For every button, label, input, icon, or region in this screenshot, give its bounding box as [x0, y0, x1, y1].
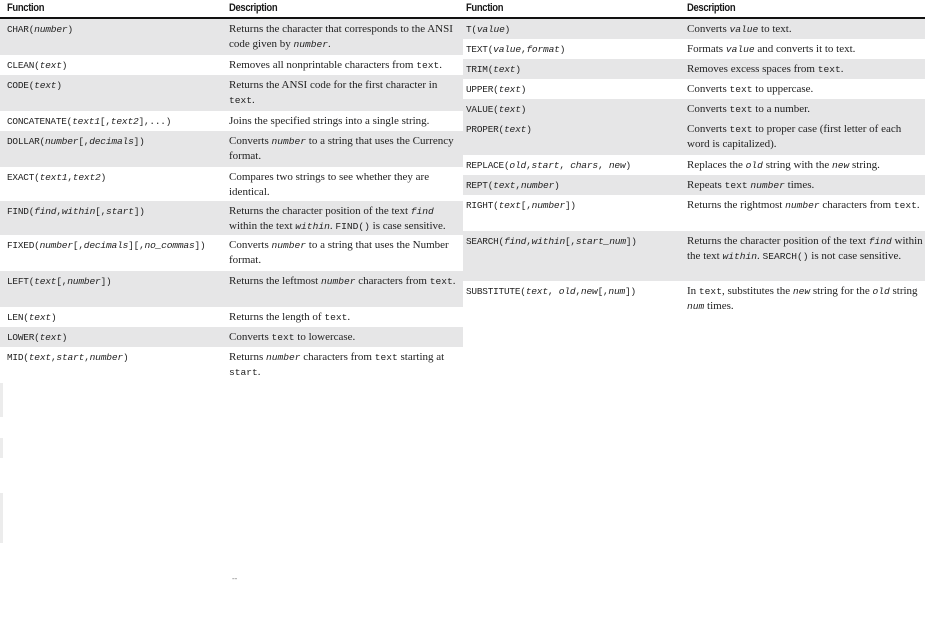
table-row [0, 271, 463, 307]
table-row [0, 75, 463, 111]
function-signature: CLEAN(text) [7, 60, 68, 71]
function-signature: SEARCH(find,within[,start_num]) [466, 236, 637, 247]
argument-text: old [745, 160, 763, 171]
table-row [463, 155, 925, 175]
function-signature: PROPER(text) [466, 124, 532, 135]
function-signature: DOLLAR(number[,decimals]) [7, 136, 145, 147]
function-signature: FIND(find,within[,start]) [7, 206, 145, 217]
argument-text: text [493, 180, 516, 191]
argument-text: find [410, 206, 434, 217]
function-signature: RIGHT(text[,number]) [466, 200, 576, 211]
header-function: Function [466, 2, 504, 14]
table-row [463, 19, 925, 39]
header-description: Description [687, 2, 736, 14]
argument-text: text [271, 332, 295, 343]
argument-text: text2 [110, 116, 139, 127]
argument-text: number [271, 240, 307, 251]
function-description: Converts text to lowercase. [229, 331, 356, 343]
footer-mark: -- [232, 574, 238, 583]
argument-text: number [320, 276, 356, 287]
argument-text: number [44, 136, 79, 147]
argument-text: start [531, 160, 560, 171]
function-signature: CODE(text) [7, 80, 62, 91]
argument-text: text [429, 276, 453, 287]
table-row [463, 195, 925, 231]
argument-text: within [531, 236, 565, 247]
function-description: Converts text to a number. [687, 103, 810, 115]
function-signature: LEN(text) [7, 312, 57, 323]
scan-artifact [0, 383, 3, 417]
argument-text: number [785, 200, 820, 211]
function-description: Formats value and converts it to text. [687, 43, 856, 55]
argument-text: text [525, 286, 548, 297]
table-header [0, 0, 463, 19]
argument-text: text [229, 95, 253, 106]
function-description: Returns the character position of the text find within the text within. FIND() is case sensitive. [229, 205, 446, 232]
argument-text: value [493, 44, 521, 55]
argument-text: FIND() [335, 221, 370, 232]
header-function: Function [7, 2, 45, 14]
argument-text: text [28, 312, 51, 323]
argument-text: text [416, 60, 440, 71]
function-description: Returns the ANSI code for the first character in text. [229, 79, 438, 106]
left-function-table [0, 0, 463, 383]
argument-text: text [39, 332, 62, 343]
argument-text: number [39, 240, 73, 251]
argument-text: value [476, 24, 505, 35]
argument-text: start_num [575, 236, 626, 247]
argument-text: text [729, 84, 753, 95]
function-signature: LEFT(text[,number]) [7, 276, 112, 287]
function-signature: LOWER(text) [7, 332, 68, 343]
table-row [463, 99, 925, 119]
header-description: Description [229, 2, 278, 14]
argument-text: text [729, 124, 753, 135]
argument-text: text [39, 60, 62, 71]
argument-text: new [580, 286, 598, 297]
argument-text: new [608, 160, 626, 171]
table-row [0, 201, 463, 235]
function-signature: CONCATENATE(text1[,text2],...) [7, 116, 172, 127]
argument-text: find [868, 236, 892, 247]
table-row [0, 307, 463, 327]
argument-text: text [893, 200, 917, 211]
argument-text: text1 [39, 172, 68, 183]
table-row [463, 39, 925, 59]
function-description: Removes excess spaces from text. [687, 63, 844, 75]
function-signature: REPLACE(old,start, chars, new) [466, 160, 631, 171]
table-row [463, 59, 925, 79]
argument-text: text [493, 64, 516, 75]
argument-text: number [520, 180, 555, 191]
argument-text: value [729, 24, 759, 35]
function-description: Returns the character that corresponds to the ANSI code given by number. [229, 23, 453, 50]
argument-text: chars [570, 160, 598, 171]
argument-text: text1 [72, 116, 100, 127]
table-row [0, 347, 463, 383]
table-row [0, 131, 463, 167]
argument-text: text [324, 312, 348, 323]
argument-text: old [509, 160, 527, 171]
function-signature: CHAR(number) [7, 24, 73, 35]
argument-text: old [558, 286, 576, 297]
argument-text: find [34, 206, 57, 217]
argument-text: number [89, 352, 123, 363]
function-description: Replaces the old string with the new string. [687, 159, 880, 171]
table-row [0, 19, 463, 55]
argument-text: text2 [72, 172, 101, 183]
argument-text: decimals [89, 136, 134, 147]
argument-text: within [722, 251, 757, 262]
argument-text: new [792, 286, 811, 297]
scan-artifact [0, 493, 3, 543]
table-row [0, 327, 463, 347]
argument-text: text [498, 84, 521, 95]
table-row [0, 111, 463, 131]
argument-text: text [698, 286, 722, 297]
function-signature: EXACT(text1,text2) [7, 172, 107, 183]
table-row [0, 235, 463, 271]
argument-text: number [531, 200, 565, 211]
function-signature: TRIM(text) [466, 64, 521, 75]
table-body [463, 19, 925, 317]
argument-text: text [724, 180, 748, 191]
function-description: Compares two strings to see whether they are identical. [229, 171, 430, 198]
function-signature: MID(text,start,number) [7, 352, 129, 363]
function-description: Returns the character position of the text find within the text within. SEARCH() is not case sensitive. [687, 235, 923, 262]
function-description: Returns number characters from text starting at start. [229, 351, 445, 378]
table-row [463, 231, 925, 281]
table-row [463, 79, 925, 99]
argument-text: start [56, 352, 85, 363]
argument-text: number [750, 180, 785, 191]
table-row [0, 167, 463, 201]
argument-text: start [106, 206, 134, 217]
function-description: Returns the leftmost number characters from text. [229, 275, 456, 287]
function-signature: TEXT(value,format) [466, 44, 566, 55]
function-signature: VALUE(text) [466, 104, 527, 115]
argument-text: text [28, 352, 51, 363]
argument-text: text [34, 276, 57, 287]
function-description: Converts text to proper case (first letter of each word is capitalized). [687, 123, 902, 150]
table-row [463, 119, 925, 155]
table-row [463, 175, 925, 195]
function-signature: REPT(text,number) [466, 180, 560, 191]
argument-text: find [503, 236, 527, 247]
argument-text: number [271, 136, 307, 147]
argument-text: format [526, 44, 560, 55]
table-row [463, 281, 925, 317]
function-description: Converts text to uppercase. [687, 83, 814, 95]
table-row [0, 55, 463, 75]
argument-text: within [295, 221, 330, 232]
function-description: In text, substitutes the new string for the old string num times. [687, 285, 918, 312]
scan-artifact [0, 438, 3, 458]
argument-text: text [374, 352, 398, 363]
argument-text: old [872, 286, 890, 297]
function-description: Converts number to a string that uses the Number format. [229, 239, 449, 266]
argument-text: number [265, 352, 301, 363]
argument-text: no_commas [144, 240, 195, 251]
function-description: Removes all nonprintable characters from text. [229, 59, 443, 71]
argument-text: num [687, 301, 705, 312]
argument-text: text [498, 104, 521, 115]
function-description: Joins the specified strings into a single string. [229, 115, 430, 127]
function-description: Converts number to a string that uses the Currency format. [229, 135, 454, 162]
function-signature: FIXED(number[,decimals][,no_commas]) [7, 240, 206, 251]
function-signature: SUBSTITUTE(text, old,new[,num]) [466, 286, 636, 297]
function-description: Converts value to text. [687, 23, 792, 35]
function-description: Repeats text number times. [687, 179, 815, 191]
argument-text: text [817, 64, 841, 75]
argument-text: within [61, 206, 96, 217]
argument-text: value [725, 44, 755, 55]
function-description: Returns the rightmost number characters from text. [687, 199, 920, 211]
argument-text: number [67, 276, 101, 287]
argument-text: text [729, 104, 753, 115]
argument-text: text [498, 200, 521, 211]
argument-text: new [832, 160, 850, 171]
argument-text: text [34, 80, 57, 91]
function-signature: UPPER(text) [466, 84, 527, 95]
argument-text: SEARCH() [762, 251, 809, 262]
argument-text: num [608, 286, 626, 297]
argument-text: number [293, 39, 328, 50]
argument-text: text [503, 124, 527, 135]
function-signature: T(value) [466, 24, 511, 35]
right-function-table [463, 0, 925, 317]
argument-text: number [34, 24, 68, 35]
function-description: Returns the length of text. [229, 311, 351, 323]
table-header [463, 0, 925, 19]
argument-text: start [229, 367, 258, 378]
argument-text: decimals [83, 240, 129, 251]
table-body [0, 19, 463, 383]
